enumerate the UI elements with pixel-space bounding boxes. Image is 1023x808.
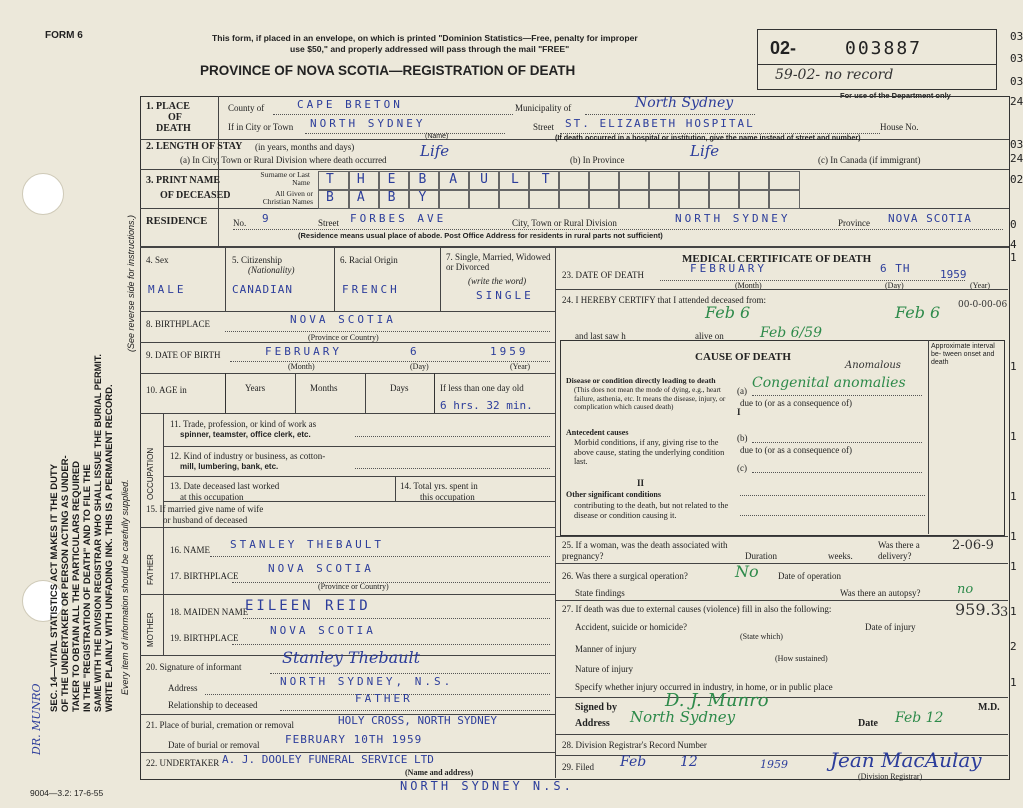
medical-heading: MEDICAL CERTIFICATE OF DEATH — [682, 253, 872, 265]
stay-a-label: (a) In City, Town or Rural Division where death occurred — [180, 155, 387, 165]
reg-note: 59-02- no record — [775, 67, 894, 83]
dob-month-hint: (Month) — [288, 362, 315, 371]
stay-hint: (in years, months and days) — [255, 142, 355, 152]
filed-year: 1959 — [760, 758, 788, 771]
father-side-label: FATHER — [146, 554, 155, 585]
citizenship-hint: (Nationality) — [248, 265, 295, 275]
margin-code: 1 — [1010, 360, 1017, 373]
margin-code: 03 — [1010, 52, 1023, 65]
residence-province-label: Province — [838, 218, 870, 228]
margin-code: 02 — [1010, 173, 1023, 186]
cause-heading: CAUSE OF DEATH — [695, 351, 791, 363]
alive-date: Feb 6/59 — [760, 325, 823, 341]
name-letter-box — [708, 189, 740, 209]
father-birthplace: NOVA SCOTIA — [268, 562, 374, 575]
death-year-hint: (Year) — [970, 281, 991, 290]
informant-address-label: Address — [168, 683, 198, 693]
name-letter-box — [618, 189, 650, 209]
margin-annotation: DR. MUNRO — [30, 683, 43, 755]
name-letter-box — [738, 189, 770, 209]
residence-hint: (Residence means usual place of abode. Post Office Address for residents in rural parts not sufficient) — [298, 231, 663, 240]
filed-day: 12 — [680, 754, 698, 770]
marital-label: 7. Single, Married, Widowed or Divorced — [446, 252, 551, 272]
nature-label: Nature of injury — [575, 664, 633, 674]
death-day: 6 TH — [880, 262, 911, 275]
age-months-label: Months — [310, 383, 338, 393]
residence-street-label: Street — [318, 218, 339, 228]
age-days-label: Days — [390, 383, 409, 393]
dob-label: 9. DATE OF BIRTH — [146, 350, 221, 360]
surname-label: Surname or Last Name — [260, 170, 310, 187]
state-findings-label: State findings — [575, 588, 625, 598]
place-label-1: 1. PLACE — [146, 101, 190, 112]
q28-label: 28. Division Registrar's Record Number — [562, 740, 707, 750]
undertaker-hint: (Name and address) — [405, 768, 474, 777]
q12-label: 12. Kind of industry or business, as cotton- — [170, 451, 326, 461]
alive-on-label: alive on — [695, 331, 724, 341]
mother-name-label: 18. MAIDEN NAME — [170, 607, 249, 617]
name-letter-box — [738, 171, 770, 191]
q24-label: 24. I HEREBY CERTIFY that I attended deceased from: — [562, 295, 766, 305]
side-note-8: Every item of information should be carefully supplied. — [120, 479, 130, 695]
q29-label: 29. Filed — [562, 762, 595, 772]
house-no-label: House No. — [880, 122, 919, 132]
name-letter-box — [528, 189, 560, 209]
informant-address: NORTH SYDNEY, N.S. — [280, 675, 454, 688]
reg-number: 003887 — [845, 38, 923, 59]
sex-value: MALE — [148, 283, 187, 296]
autopsy-label: Was there an autopsy? — [840, 588, 921, 598]
margin-code: 4 — [1010, 238, 1017, 251]
name-letter-box — [618, 171, 650, 191]
father-birthplace-hint: (Province or Country) — [318, 582, 389, 591]
other-conditions-label: Other significant conditions — [566, 490, 661, 499]
name-letter-box — [498, 189, 530, 209]
q14-label: 14. Total yrs. spent in — [400, 481, 478, 491]
q14-hint: this occupation — [420, 492, 475, 502]
signed-label: Signed by — [575, 702, 617, 713]
margin-annot-2: 959.3 — [955, 600, 1001, 619]
residence-no: 9 — [262, 212, 272, 225]
relationship-value: FATHER — [355, 692, 413, 705]
accident-label: Accident, suicide or homicide? — [575, 622, 687, 632]
age-less-label: If less than one day old — [440, 383, 524, 393]
margin-code: 03 — [1010, 30, 1023, 43]
q23-label: 23. DATE OF DEATH — [562, 270, 644, 280]
envelope-note-2: use $50," and properly addressed will pass through the mail "FREE" — [290, 44, 570, 54]
place-label-2: OF — [168, 112, 182, 123]
dob-day-hint: (Day) — [410, 362, 429, 371]
margin-code: 24 — [1010, 152, 1023, 165]
age-years-label: Years — [245, 383, 266, 393]
side-note-6: WRITE PLAINLY WITH UNFADING INK. THIS IS A PERMANENT RECORD. — [104, 384, 115, 712]
c1-hint: (This does not mean the mode of dying, e.g., heart failure, asthenia, etc. It means the disease, injury, or complication which caused death) — [574, 385, 726, 411]
roman-one: I — [737, 407, 741, 417]
margin-annot-4: 00-0-00-06 — [958, 300, 1008, 310]
antecedent-label: Antecedent causes — [566, 428, 629, 437]
name-letter-box — [588, 189, 620, 209]
residence-city: NORTH SYDNEY — [675, 212, 791, 225]
attended-to: Feb 6 — [895, 303, 941, 322]
city-value: NORTH SYDNEY — [310, 117, 426, 130]
mother-side-label: MOTHER — [146, 612, 155, 647]
envelope-note-1: This form, if placed in an envelope, on which is printed "Dominion Statistics—Free, penalty for improper — [212, 33, 638, 43]
duration-label: Duration — [745, 551, 777, 561]
form-title: PROVINCE OF NOVA SCOTIA—REGISTRATION OF DEATH — [200, 63, 576, 78]
name-letter-box — [678, 171, 710, 191]
dob-year-hint: (Year) — [510, 362, 531, 371]
death-registration-form: FORM 6 SEC. 14—VITAL STATISTICS ACT MAKES IT THE DUTY OF THE UNDERTAKER OR PERSON ACTING AS UNDER- TAKER TO OBTAIN ALL THE PARTICULARS REQUIRED IN THE "REGISTRATION OF DEATH" AND TO FILE THE SAME WITH THE DIVISION REGISTRAR WHO SHALL ISSUE THE BURIAL PERMIT. WRITE PLAINLY WITH UNFADING INK. THIS IS A PERMANENT RECORD. (See reverse side for instructions.) Every item of information should be carefully supplied. DR. MUNRO 9004—3.2: 17-6-55 This form, if placed in an envelope, on which is printed "Dominion Statistics—Free, penalty for improper use $50," and properly addressed will pass through the mail "FREE" PROVINCE OF NOVA SCOTIA—REGISTRATION OF DEATH 02- 003887 59-02- no record For use of the Department only 03 03 03 24 03 24 02 0 4 1 1 1 1 1 1 1 2 1 1. PLACE OF DEATH County of CAPE BRETON Municipality of North Sydney If in City or Town NORTH SYDNEY Street ST. ELIZABETH HOSPITAL House No. (Name) (If death occurred in a hospital or institution, give the name instead of street and number) 2. LENGTH OF STAY (in years, months and days) (a) In City, Town or Rural Division where death occurred Life (b) In Province Life (c) In Canada (if immigrant) 3. PRINT NAME OF DECEASED Surname or Last Name All Given or Christian Names THEBAULT BABY RESIDENCE No. 9 Street FORBES AVE City, Town or Rural Division NORTH SYDNEY Province NOVA SCOTIA (Residence means usual place of abode. Post Office Address for residents in rural parts not sufficient) 4. Sex MALE 5. Citizenship (Nationality) CANADIAN 6. Racial Origin FRENCH 7. Single, Married, Widowed or Divorced (write the word) SINGLE 8. BIRTHPLACE NOVA SCOTIA (Province or Country) 9. DATE OF BIRTH FEBRUARY 6 1959 (Month) (Day) (Year) 10. AGE in Years Months Days If less than one day old 6 hrs. 32 min. OCCUPATION 11. Trade, profession, or kind of work as spinner, teamster, office clerk, etc. 12. Kind of industry or business, as cotton- mill, lumbering, bank, etc. 13. Date deceased last worked at this occupation 14. Total yrs. spent in this occupation 15. If married give name of wife or husband of deceased FATHER 16. NAME STANLEY THEBAULT 17. BIRTHPLACE NOVA SCOTIA (Province or Country) MOTHER 18. MAIDEN NAME EILEEN REID 19. BIRTHPLACE NOVA SCOTIA 20. Signature of informant Stanley Thebault Address NORTH SYDNEY, N.S. Relationship to deceased FATHER 21. Place of burial, cremation or removal HOLY CROSS, NORTH SYDNEY Date of burial or removal FEBRUARY 10TH 1959 22. UNDERTAKER A. J. DOOLEY FUNERAL SERVICE LTD (Name and address) NORTH SYDNEY N.S. MEDICAL CERTIFICATE OF DEATH 23. DATE OF DEATH FEBRUARY 6 TH 1959 (Month) (Day) (Year) 24. I HEREBY CERTIFY that I attended deceased from: Feb 6 Feb 6 and last saw h alive on Feb 6/59 CAUSE OF DEATH Approximate interval be- tween onset and death Disease or condition directly leading to death (This does not mean the mode of dying, e.g., heart failure, asthenia, etc. It means the disease, injury, or complication which caused death) (a) Congenital anomalies Anomalous due to (or as a consequence of) Antecedent causes Morbid conditions, if any, giving rise to the above cause, stating the underlying condition last. (b) due to (or as a consequence of) (c) I II Other significant conditions contributing to the death, but not related to the disease or condition causing it. 25. If a woman, was the death associated with pregnancy? Duration weeks. Was there a delivery? 26. Was there a surgical operation? No Date of operation State findings Was there an autopsy? no 27. If death was due to external causes (violence) fill in also the following: Accident, suicide or homicide? (State which) Date of injury Manner of injury (How sustained) Nature of injury Specify whether injury occurred in industry, in home, or in public place Signed by D. J. Munro M.D. Address North Sydney Date Feb 12 28. Division Registrar's Record Number 29. Filed Feb 12 1959 Jean MacAulay (Division Registrar) 2-06-9 959.3 3 00-0-00-06 — [0, 0, 1023, 808]
county-value: CAPE BRETON — [297, 98, 403, 111]
given-name-label: All Given or Christian Names — [262, 189, 313, 206]
margin-code: 1 — [1010, 490, 1017, 503]
weeks-label: weeks. — [828, 551, 853, 561]
informant-signature: Stanley Thebault — [282, 648, 421, 667]
death-month: FEBRUARY — [690, 262, 767, 275]
margin-code: 2 — [1010, 640, 1017, 653]
undertaker-address: NORTH SYDNEY N.S. — [400, 779, 574, 793]
residence-province: NOVA SCOTIA — [888, 212, 972, 225]
side-note-3: TAKER TO OBTAIN ALL THE PARTICULARS REQUIRED — [71, 460, 82, 712]
filed-month: Feb — [620, 754, 647, 770]
mother-birthplace-label: 19. BIRTHPLACE — [170, 633, 239, 643]
city-label: If in City or Town — [228, 122, 294, 132]
undertaker-label: 22. UNDERTAKER — [146, 758, 220, 768]
stay-b-value: Life — [690, 142, 720, 160]
manner-label: Manner of injury — [575, 644, 637, 654]
q25-label: 25. If a woman, was the death associated with pregnancy? — [562, 540, 728, 561]
q15-hint: or husband of deceased — [163, 515, 248, 525]
residence-no-label: No. — [233, 218, 247, 228]
burial-date-label: Date of burial or removal — [168, 740, 260, 750]
death-day-hint: (Day) — [885, 281, 904, 290]
roman-two: II — [637, 478, 645, 488]
birthplace-value: NOVA SCOTIA — [290, 313, 396, 326]
father-name-label: 16. NAME — [170, 545, 210, 555]
street-value: ST. ELIZABETH HOSPITAL — [565, 117, 755, 130]
print-name-label-1: 3. PRINT NAME — [146, 175, 220, 186]
how-sustained-label: (How sustained) — [775, 654, 828, 663]
margin-code: 0 — [1010, 218, 1017, 231]
residence-label: RESIDENCE — [146, 216, 208, 227]
q15-label: 15. If married give name of wife — [146, 504, 264, 514]
age-hours: 6 hrs. 32 min. — [440, 399, 533, 412]
place-label-3: DEATH — [156, 123, 191, 134]
birthplace-label: 8. BIRTHPLACE — [146, 319, 210, 329]
due-to-a: due to (or as a consequence of) — [740, 398, 852, 408]
birthplace-hint: (Province or Country) — [308, 333, 379, 342]
name-letter-box — [558, 189, 590, 209]
side-note-1: SEC. 14—VITAL STATISTICS ACT MAKES IT THE DUTY — [49, 463, 60, 712]
stay-label: 2. LENGTH OF STAY — [146, 141, 243, 152]
margin-annot-3: 3 — [1000, 605, 1009, 620]
municipality-value: North Sydney — [635, 95, 734, 111]
morbid-label: Morbid conditions, if any, giving rise to the above cause, stating the underlying condition last. — [574, 438, 725, 466]
given-name-value: BABY — [326, 190, 450, 205]
margin-code: 1 — [1010, 560, 1017, 573]
q26-label: 26. Was there a surgical operation? — [562, 571, 688, 581]
form-number: FORM 6 — [45, 30, 83, 41]
undertaker-value: A. J. DOOLEY FUNERAL SERVICE LTD — [222, 753, 434, 766]
print-name-label-2: OF DECEASED — [160, 190, 231, 201]
registrar-hint: (Division Registrar) — [858, 772, 923, 781]
father-birthplace-label: 17. BIRTHPLACE — [170, 571, 239, 581]
q13-hint: at this occupation — [180, 492, 244, 502]
citizenship-value: CANADIAN — [232, 283, 293, 296]
sex-label: 4. Sex — [146, 255, 169, 265]
stay-b-label: (b) In Province — [570, 155, 625, 165]
address-label: Address — [575, 718, 610, 729]
state-which-label: (State which) — [740, 632, 783, 641]
margin-code: 1 — [1010, 676, 1017, 689]
dob-day: 6 — [410, 345, 420, 358]
occupation-side-label: OCCUPATION — [146, 447, 155, 500]
due-to-b: due to (or as a consequence of) — [740, 445, 852, 455]
margin-annot-1: 2-06-9 — [952, 538, 994, 553]
margin-code: 03 — [1010, 138, 1023, 151]
reg-prefix: 02- — [770, 38, 797, 58]
name-letter-box — [588, 171, 620, 191]
name-letter-box — [648, 171, 680, 191]
surname-value: THEBAULT — [326, 172, 573, 187]
name-hint: (Name) — [425, 133, 449, 140]
cause-a-note: Anomalous — [845, 360, 901, 371]
margin-code: 1 — [1010, 251, 1017, 264]
registrar-signature: Jean MacAulay — [830, 748, 982, 772]
citizenship-label: 5. Citizenship — [232, 255, 282, 265]
specify-label: Specify whether injury occurred in industry, in home, or in public place — [575, 682, 833, 692]
name-letter-box — [708, 171, 740, 191]
informant-sig-label: 20. Signature of informant — [146, 662, 242, 672]
surgical-answer: No — [735, 562, 759, 581]
cause-a: Congenital anomalies — [752, 375, 906, 391]
death-year: 1959 — [940, 268, 967, 281]
mother-birthplace: NOVA SCOTIA — [270, 624, 376, 637]
name-letter-box — [648, 189, 680, 209]
name-letter-box — [768, 171, 800, 191]
residence-street: FORBES AVE — [350, 212, 447, 225]
name-letter-box — [678, 189, 710, 209]
institution-hint: (If death occurred in a hospital or institution, give the name instead of street and number) — [555, 133, 861, 142]
address-value: North Sydney — [630, 708, 736, 726]
margin-code: 03 — [1010, 75, 1023, 88]
name-letter-box — [468, 189, 500, 209]
racial-origin-value: FRENCH — [342, 283, 400, 296]
margin-code: 24 — [1010, 95, 1023, 108]
injury-date-label: Date of injury — [865, 622, 916, 632]
q12-hint: mill, lumbering, bank, etc. — [180, 462, 279, 471]
op-date-label: Date of operation — [778, 571, 841, 581]
attended-from: Feb 6 — [705, 303, 751, 322]
dob-month: FEBRUARY — [265, 345, 342, 358]
c1-label: Disease or condition directly leading to death — [566, 376, 716, 385]
burial-place: HOLY CROSS, NORTH SYDNEY — [338, 714, 497, 727]
side-note-5: SAME WITH THE DIVISION REGISTRAR WHO SHALL ISSUE THE BURIAL PERMIT. — [93, 354, 103, 712]
date-value: Feb 12 — [895, 710, 944, 726]
q13-label: 13. Date deceased last worked — [170, 481, 280, 491]
death-month-hint: (Month) — [735, 281, 762, 290]
burial-date: FEBRUARY 10TH 1959 — [285, 733, 423, 746]
side-note-7: (See reverse side for instructions.) — [126, 214, 136, 352]
stay-a-value: Life — [420, 142, 450, 160]
interval-label: Approximate interval be- tween onset and death — [931, 343, 995, 366]
autopsy-answer: no — [957, 582, 974, 597]
burial-place-label: 21. Place of burial, cremation or removal — [146, 720, 294, 730]
margin-code: 1 — [1010, 530, 1017, 543]
street-label: Street — [533, 122, 554, 132]
age-label: 10. AGE in — [146, 385, 187, 395]
last-seen-label: and last saw h — [575, 331, 626, 341]
margin-code: 1 — [1010, 605, 1017, 618]
father-name: STANLEY THEBAULT — [230, 538, 384, 551]
date-label: Date — [858, 718, 878, 729]
q27-label: 27. If death was due to external causes (violence) fill in also the following: — [562, 604, 832, 614]
q11-label: 11. Trade, profession, or kind of work as — [170, 419, 317, 429]
municipality-label: Municipality of — [515, 103, 572, 113]
signed-value: D. J. Munro — [665, 690, 769, 711]
dob-year: 1959 — [490, 345, 529, 358]
stay-c-label: (c) In Canada (if immigrant) — [818, 155, 921, 165]
marital-value: SINGLE — [476, 289, 534, 302]
other-conditions-hint: contributing to the death, but not related to the disease or condition causing it. — [574, 501, 729, 520]
dept-use-note: For use of the Department only — [840, 91, 951, 100]
delivery-label: Was there a delivery? — [878, 540, 920, 561]
racial-origin-label: 6. Racial Origin — [340, 255, 398, 265]
side-note-2: OF THE UNDERTAKER OR PERSON ACTING AS UNDER- — [60, 455, 71, 712]
county-label: County of — [228, 103, 265, 113]
binder-hole-top — [22, 173, 64, 215]
marital-hint: (write the word) — [468, 276, 527, 286]
mother-name: EILEEN REID — [245, 598, 371, 614]
side-note-4: IN THE "REGISTRATION OF DEATH" AND TO FILE THE — [82, 464, 93, 712]
q11-hint: spinner, teamster, office clerk, etc. — [180, 430, 311, 439]
margin-code: 1 — [1010, 430, 1017, 443]
form-code: 9004—3.2: 17-6-55 — [30, 788, 104, 798]
relationship-label: Relationship to deceased — [168, 700, 258, 710]
residence-city-label: City, Town or Rural Division — [512, 218, 617, 228]
md-label: M.D. — [978, 702, 1000, 713]
name-letter-box — [768, 189, 800, 209]
